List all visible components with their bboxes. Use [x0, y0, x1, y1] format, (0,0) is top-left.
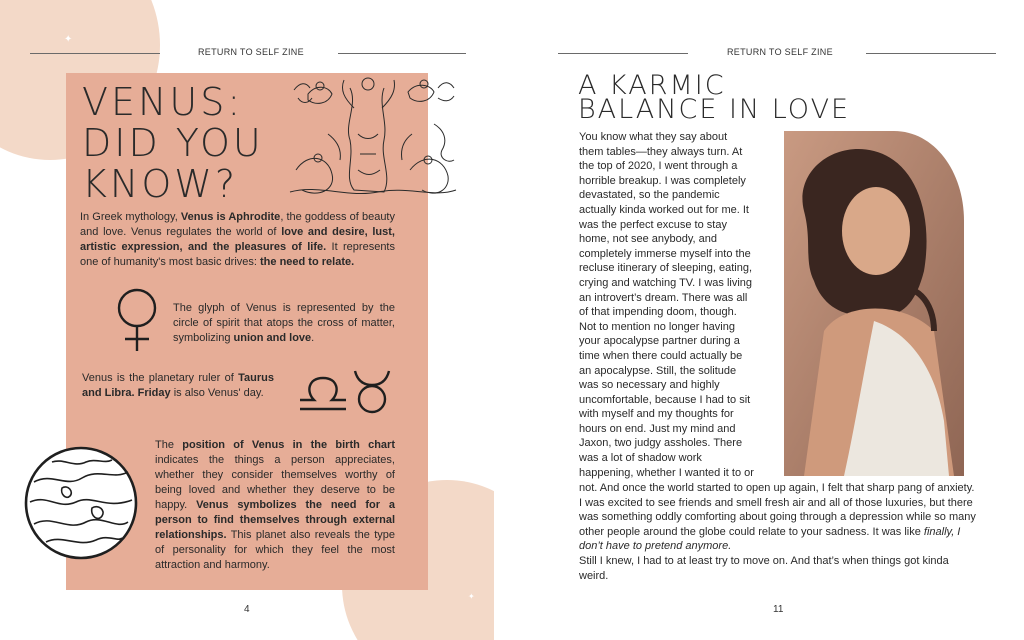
- header-rule-left: [558, 53, 688, 54]
- left-page: [0, 0, 494, 640]
- column-line: devastated, so the pandemic: [579, 189, 720, 202]
- column-line: actually kinda worked out for me. It: [579, 203, 749, 216]
- intro-text: In Greek mythology,: [80, 211, 181, 223]
- title-line: VENUS:: [82, 80, 244, 124]
- article-text: not. And once the world started to open up again, I felt that sharp pang of anxiety. I was excited to see friends and smell fresh air and all of those luxuries, but there was something oddly comforting about going through a depression while so many other people around the globe could relate to your sadness. It was like: [579, 482, 976, 538]
- column-line: hours on end. Just my mind and: [579, 422, 736, 435]
- column-line: the top of 2020, I went through a: [579, 160, 738, 173]
- intro-bold: Venus is Aphrodite: [180, 211, 281, 223]
- title-line: DID YOU: [82, 121, 264, 165]
- sparkle-icon: ✦: [468, 592, 475, 601]
- birth-chart-text: indicates the things a person appreciates, whether they consider themselves worthy of being loved and whether they deserve to be happy.: [155, 454, 395, 511]
- column-line: was the perfect excuse to stay: [579, 218, 727, 231]
- page-header: RETURN TO SELF ZINE: [198, 47, 304, 57]
- taurus-symbol-icon: [352, 367, 392, 417]
- column-line: recluse itinerary of sleeping, eating,: [579, 262, 753, 275]
- libra-symbol-icon: [296, 372, 350, 414]
- birth-chart-text: This planet also reveals the type of personality for which they feel the most attraction and harmony.: [155, 529, 395, 571]
- ruler-text: Venus is the planetary ruler of: [82, 372, 239, 384]
- intro-bold: the need to relate.: [260, 256, 355, 268]
- glyph-text: The glyph of Venus is represented by the circle of spirit that atops the cross of matter, symbolizing: [173, 302, 395, 344]
- venus-planet-illustration: [22, 444, 140, 562]
- column-line: happening, whether I wanted it to or: [579, 466, 754, 479]
- intro-text: , the goddess of beauty and love. Venus regulates the world of: [80, 211, 395, 238]
- article-full-width-paragraph: [579, 481, 979, 583]
- column-line: was so necessary and highly: [579, 379, 720, 392]
- column-line: Jaxon, two judgy assholes. There: [579, 437, 743, 450]
- column-line: was a lot of shadow work: [579, 452, 702, 465]
- glyph-text: .: [311, 332, 315, 344]
- intro-bold: love and desire, lust, artistic expression, and the pleasures of life.: [80, 226, 395, 253]
- column-line: them tables—they always turn. At: [579, 145, 743, 158]
- column-line: time when there could actually be: [579, 349, 743, 362]
- ruler-bold: Taurus and Libra. Friday: [82, 372, 274, 399]
- header-rule-left: [30, 53, 160, 54]
- article-italic: finally, I don’t have to pretend anymore.: [579, 525, 961, 553]
- birth-chart-bold: position of Venus in the birth chart: [182, 439, 395, 451]
- column-line: Not to mention no longer having: [579, 320, 735, 333]
- article-title: [578, 70, 851, 125]
- column-line: crying and watching TV. I was living: [579, 276, 753, 289]
- column-line: completely immerse myself into the: [579, 247, 751, 260]
- column-line: of that impending doom, though.: [579, 306, 737, 319]
- article-closing: Still I knew, I had to at least try to move on. And that’s when things got kinda weird.: [579, 554, 949, 582]
- column-line: with myself and my thoughts for: [579, 408, 734, 421]
- column-line: horrible breakup. I was completely: [579, 174, 746, 187]
- portrait-photo: [784, 131, 964, 476]
- column-line: your apocalypse partner during a: [579, 335, 740, 348]
- ruler-paragraph: [82, 371, 274, 401]
- header-rule-right: [338, 53, 466, 54]
- column-line: an apocalypse. Still, the solitude: [579, 364, 737, 377]
- ruler-text: is also Venus' day.: [170, 387, 264, 399]
- page-number: 4: [244, 604, 250, 615]
- glyph-paragraph: [173, 301, 395, 346]
- intro-paragraph: [80, 210, 395, 270]
- sparkle-icon: ✦: [64, 34, 73, 45]
- birth-chart-text: The: [155, 439, 183, 451]
- venus-symbol-icon: [113, 287, 161, 353]
- column-line: uncomfortable, because I had to sit: [579, 393, 751, 406]
- mythology-engraving-illustration: [288, 74, 458, 202]
- glyph-bold: union and love: [233, 332, 312, 344]
- column-line: home, not see anybody, and: [579, 233, 718, 246]
- page-header: RETURN TO SELF ZINE: [727, 47, 833, 57]
- column-line: an introvert’s dream. There was all: [579, 291, 748, 304]
- article-column: [579, 130, 769, 480]
- column-line: You know what they say about: [579, 131, 728, 143]
- header-rule-right: [866, 53, 996, 54]
- birth-chart-bold: Venus symbolizes the need for a person to find themselves through external relationships.: [155, 499, 395, 541]
- page-title: [82, 82, 264, 205]
- title-line: A KARMIC: [578, 70, 726, 101]
- title-line: KNOW?: [82, 162, 238, 206]
- page-number: 11: [773, 604, 784, 615]
- title-line: BALANCE IN LOVE: [578, 94, 851, 125]
- birth-chart-paragraph: [155, 438, 395, 573]
- intro-text: It represents one of humanity's most basic drives:: [80, 241, 395, 268]
